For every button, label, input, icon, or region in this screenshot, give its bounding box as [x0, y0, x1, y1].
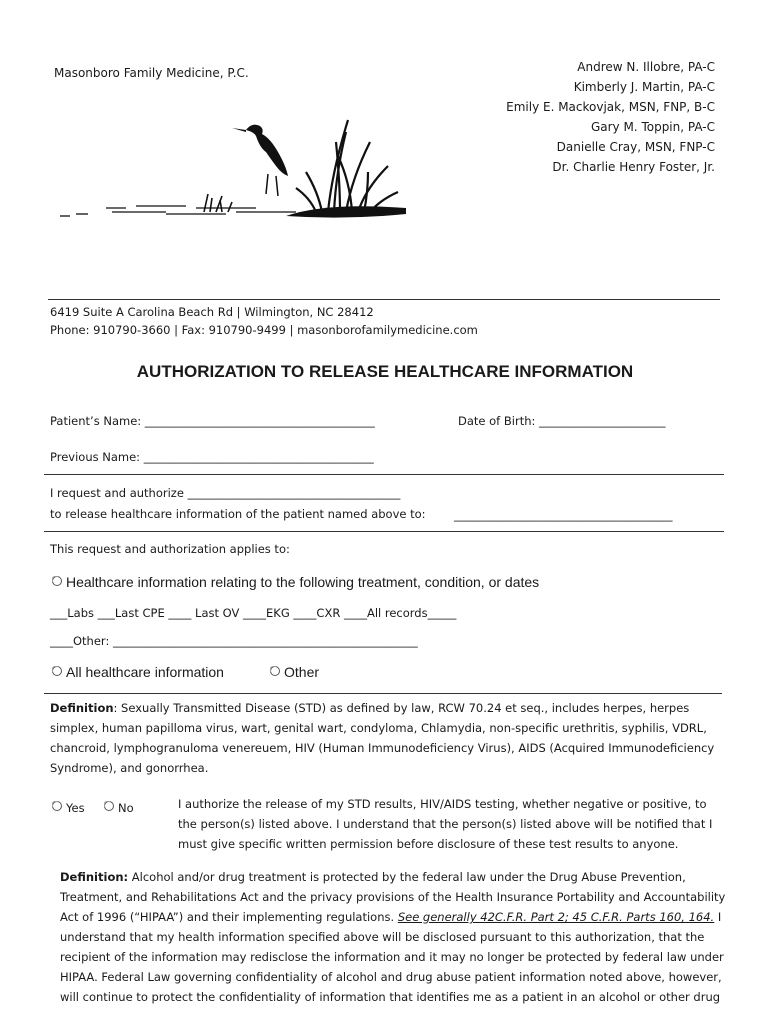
std-definition-label: Definition [50, 701, 114, 715]
all-info-label: All healthcare information [66, 664, 224, 680]
heron-marsh-logo [56, 112, 416, 224]
other-option-label: Other [284, 664, 320, 680]
std-definition [50, 698, 722, 778]
radio-button[interactable] [104, 801, 114, 811]
address-line: 6419 Suite A Carolina Beach Rd | Wilmington, NC 28412 [50, 305, 374, 319]
provider-name: Dr. Charlie Henry Foster, Jr. [552, 160, 715, 174]
address-block [50, 303, 478, 339]
date-of-birth-field[interactable]: Date of Birth: ______________________ [458, 414, 666, 428]
drug-definition-text-cont: I understand that my health information specified above will be disclosed pursuant to this authorization, that the recipient of the information may redisclose the information and it may no longer be protected by federal law under HIPAA. Federal Law governing confidentiality of alcohol and drug abuse patient information noted above, however, will continue to protect the confidentiality of information that identifies me as a patient in an alcohol or other drug [60, 910, 724, 1004]
treatment-option[interactable] [52, 574, 539, 590]
records-checklist[interactable]: ___Labs ___Last CPE ____ Last OV ____EKG ____CXR ____All records_____ [50, 606, 457, 620]
regulation-citation: See generally 42C.F.R. Part 2; 45 C.F.R. Parts 160, 164. [397, 910, 715, 924]
provider-name: Emily E. Mackovjak, MSN, FNP, B-C [506, 100, 715, 114]
radio-button[interactable] [52, 576, 62, 586]
practice-name: Masonboro Family Medicine, P.C. [54, 66, 249, 80]
form-title: AUTHORIZATION TO RELEASE HEALTHCARE INFORMATION [136, 362, 634, 381]
provider-name: Gary M. Toppin, PA-C [590, 120, 715, 134]
other-option[interactable] [270, 664, 319, 680]
std-definition-text: : Sexually Transmitted Disease (STD) as defined by law, RCW 70.24 et seq., includes herpes, herpes simplex, human papilloma virus, wart, genital wart, condyloma, Chlamydia, non-specific urethritis, syphilis, VDRL, chancroid, lymphogranuloma venereuem, HIV (Human Immunodeficiency Virus), AIDS (Acquired Immunodeficiency Syndrome), and gonorrhea. [50, 701, 715, 775]
drug-definition-label: Definition: [60, 870, 129, 884]
drug-definition-text: Alcohol and/or drug treatment is protected by the federal law under the Drug Abuse Prevention, Treatment, and Rehabilitations Act and the privacy provisions of the Health Insurance Portability and Accountability Act of 1996 (“HIPAA”) and their implementing regulations. [60, 870, 726, 924]
treatment-option-label: Healthcare information relating to the following treatment, condition, or dates [66, 574, 540, 590]
std-consent-text: I authorize the release of my STD results, HIV/AIDS testing, whether negative or positive, to the person(s) listed above. I understand that the person(s) listed above will be notified that I must give specific written permission before disclosure of these test results to anyone. [178, 797, 713, 851]
provider-name: Danielle Cray, MSN, FNP-C [556, 140, 715, 154]
all-info-option[interactable] [52, 664, 224, 680]
applies-to-label: This request and authorization applies to: [50, 542, 290, 556]
contact-line: Phone: 910790-3660 | Fax: 910790-9499 | masonborofamilymedicine.com [50, 323, 478, 337]
previous-name-field[interactable]: Previous Name: ________________________________________ [50, 450, 374, 464]
radio-button[interactable] [52, 666, 62, 676]
header-divider [48, 299, 720, 300]
no-label: No [118, 801, 134, 815]
radio-button[interactable] [52, 801, 62, 811]
provider-list [506, 57, 715, 177]
radio-button[interactable] [270, 666, 280, 676]
section-divider [44, 693, 722, 694]
std-no-option[interactable] [104, 801, 134, 815]
drug-definition [60, 867, 732, 1007]
release-to-label: to release healthcare information of the patient named above to: [50, 507, 426, 521]
provider-name: Andrew N. Illobre, PA-C [577, 60, 715, 74]
request-authorize-field[interactable]: I request and authorize _____________________________________ [50, 486, 401, 500]
provider-name: Kimberly J. Martin, PA-C [573, 80, 715, 94]
std-yes-option[interactable] [52, 801, 85, 815]
release-to-field[interactable]: ______________________________________ [454, 508, 673, 522]
yes-label: Yes [66, 801, 85, 815]
section-divider [44, 531, 724, 532]
section-divider [44, 474, 724, 475]
other-records-field[interactable]: ____Other: _____________________________________________________ [50, 634, 418, 648]
patient-name-field[interactable]: Patient’s Name: ________________________________________ [50, 414, 375, 428]
